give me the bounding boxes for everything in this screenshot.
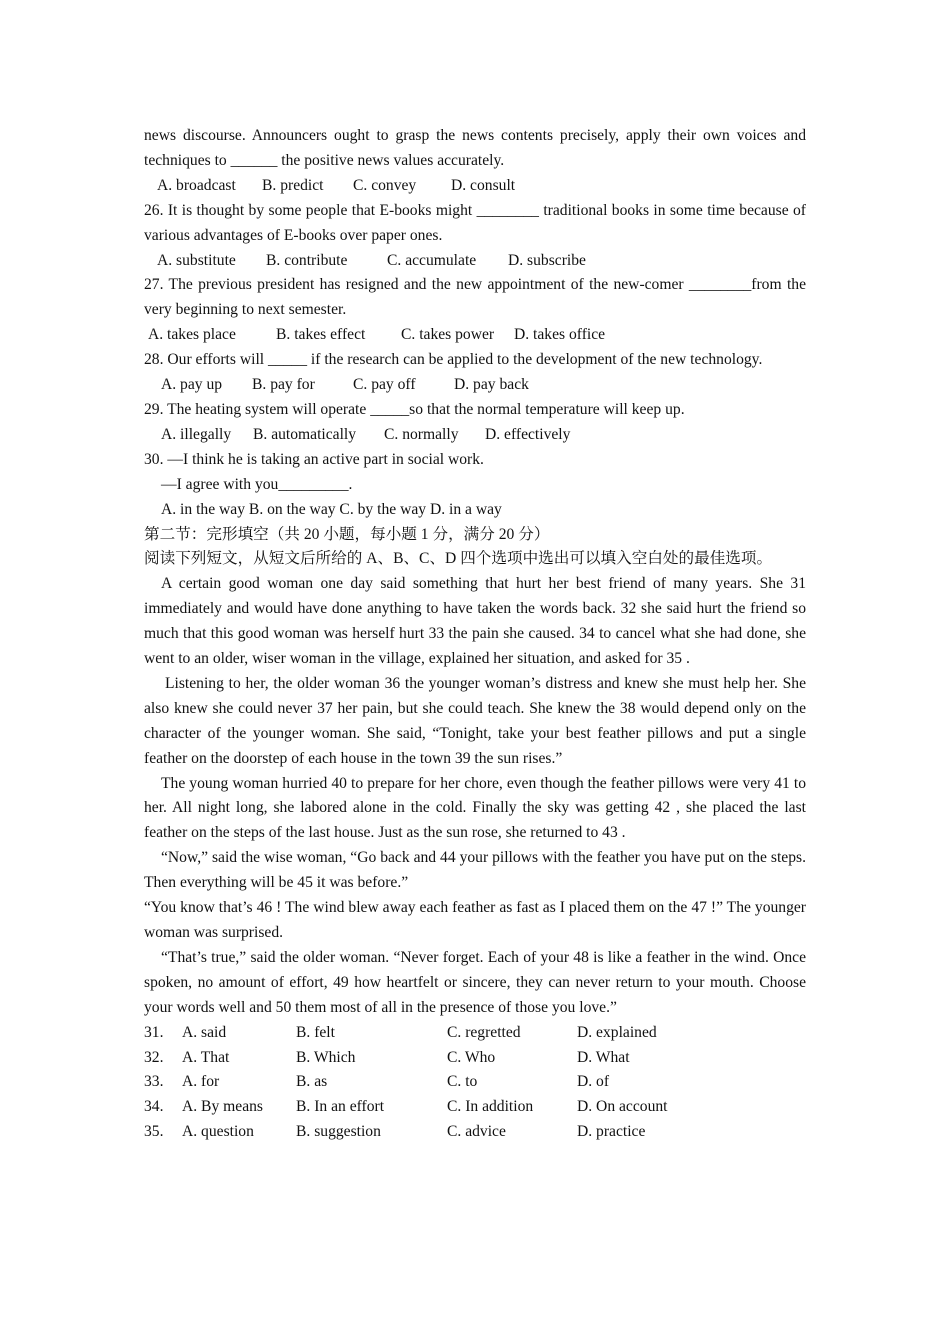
option-b: B. Which <box>296 1048 356 1066</box>
option-d: D. On account <box>577 1098 668 1116</box>
answer-row <box>144 1095 806 1120</box>
question-29-text: 29. The heating system will operate _____so that the normal temperature will keep up. <box>144 400 685 418</box>
option-a: A. for <box>182 1073 220 1091</box>
answer-row <box>144 1021 806 1046</box>
option-d: D. What <box>577 1048 630 1066</box>
option-a: A. pay up <box>161 376 223 394</box>
answer-number: 32. <box>144 1048 164 1066</box>
question-27-options <box>144 323 806 348</box>
option-b: B. pay for <box>252 376 315 394</box>
option-b: B. takes effect <box>276 326 366 344</box>
option-c: C. advice <box>447 1123 506 1141</box>
option-a: A. said <box>182 1023 227 1041</box>
question-28-text: 28. Our efforts will _____ if the research can be applied to the development of the new technology. <box>144 351 763 369</box>
answer-number: 33. <box>144 1073 164 1091</box>
answer-row <box>144 1120 806 1145</box>
option-b: B. predict <box>262 176 324 194</box>
option-a: A. takes place <box>148 326 236 344</box>
passage-paragraph: “You know that’s 46 ! The wind blew away each feather as fast as I placed them on the 47 !” The younger woman was surprised. <box>144 899 806 941</box>
option-a: A. substitute <box>157 251 236 269</box>
option-c: C. pay off <box>353 376 416 394</box>
option-a: A. question <box>182 1123 254 1141</box>
option-c: C. In addition <box>447 1098 534 1116</box>
answer-number: 35. <box>144 1123 164 1141</box>
option-c: C. normally <box>384 425 459 443</box>
option-d: D. of <box>577 1073 610 1091</box>
option-b: B. as <box>296 1073 328 1091</box>
passage-paragraph: A certain good woman one day said something that hurt her best friend of many years. She 31 immediately and would have done anything to have taken the words back. 32 she said hurt the friend so much that this good woman was herself hurt 33 the pain she caused. 34 to cancel what she had done, she went to an older, wiser woman in the village, explained her situation, and asked for 35 . <box>144 575 806 668</box>
question-26-options <box>144 249 806 274</box>
option-c: C. Who <box>447 1048 496 1066</box>
answer-row <box>144 1046 806 1071</box>
exam-page <box>144 124 806 1145</box>
option-a: A. broadcast <box>157 176 236 194</box>
passage-paragraph: “Now,” said the wise woman, “Go back and 44 your pillows with the feather you have put on the steps. Then everything will be 45 it was before.” <box>144 849 806 892</box>
option-b: B. In an effort <box>296 1098 385 1116</box>
question-30-options: A. in the way B. on the way C. by the way D. in a way <box>161 500 502 518</box>
option-c: C. regretted <box>447 1023 521 1041</box>
option-c: C. takes power <box>401 326 495 344</box>
option-a: A. By means <box>182 1098 263 1116</box>
option-c: C. convey <box>353 176 417 194</box>
option-b: B. felt <box>296 1023 335 1041</box>
question-28-options <box>144 373 806 398</box>
answer-row <box>144 1070 806 1095</box>
option-b: B. contribute <box>266 251 348 269</box>
question-30-line1: 30. —I think he is taking an active part in social work. <box>144 450 484 468</box>
answer-number: 31. <box>144 1023 164 1041</box>
option-b: B. suggestion <box>296 1123 381 1141</box>
passage-paragraph: The young woman hurried 40 to prepare for her chore, even though the feather pillows were very 41 to her. All night long, she labored alone in the cold. Finally the sky was getting 42 , she placed the last feather on the steps of the last house. Just as the sun rose, she returned to 43 . <box>144 774 806 842</box>
option-d: D. subscribe <box>508 251 586 269</box>
option-b: B. automatically <box>253 425 357 443</box>
option-d: D. explained <box>577 1023 657 1041</box>
answer-number: 34. <box>144 1098 164 1116</box>
option-d: D. practice <box>577 1123 646 1141</box>
option-d: D. takes office <box>514 326 606 344</box>
question-25-text: news discourse. Announcers ought to grasp the news contents precisely, apply their own voices and techniques to ______ the positive news values accurately. <box>144 127 806 169</box>
option-c: C. to <box>447 1073 478 1091</box>
option-d: D. consult <box>451 176 516 194</box>
question-27-text: 27. The previous president has resigned and the new appointment of the new-comer ________from the very beginning to next semester. <box>144 276 806 319</box>
section-instruction: 阅读下列短文，从短文后所给的 A、B、C、D 四个选项中选出可以填入空白处的最佳选项。 <box>144 550 773 568</box>
option-c: C. accumulate <box>387 251 477 269</box>
option-d: D. effectively <box>485 425 571 443</box>
question-30-line2: —I agree with you_________. <box>161 475 353 493</box>
question-26-text: 26. It is thought by some people that E-books might ________ traditional books in some time because of various advantages of E-books over paper ones. <box>144 201 806 244</box>
passage-paragraph: “That’s true,” said the older woman. “Never forget. Each of your 48 is like a feather in the wind. Once spoken, no amount of effort, 49 how heartfelt or sincere, they can never return to your mouth. Choose your words well and 50 them most of all in the presence of those you love.” <box>144 948 806 1016</box>
passage-paragraph: Listening to her, the older woman 36 the younger woman’s distress and knew she must help her. She also knew she could never 37 her pain, but she could teach. She knew the 38 would depend only on the character of the younger woman. She said, “Tonight, take your best feather pillows and put a single feather on the doorstep of each house in the town 39 the sun rises.” <box>144 674 806 767</box>
option-a: A. That <box>182 1048 230 1066</box>
question-29-options <box>144 423 806 448</box>
section-heading: 第二节：完形填空（共 20 小题，每小题 1 分，满分 20 分） <box>144 525 550 543</box>
option-d: D. pay back <box>454 376 529 394</box>
question-25-options <box>144 174 806 199</box>
option-a: A. illegally <box>161 425 232 443</box>
